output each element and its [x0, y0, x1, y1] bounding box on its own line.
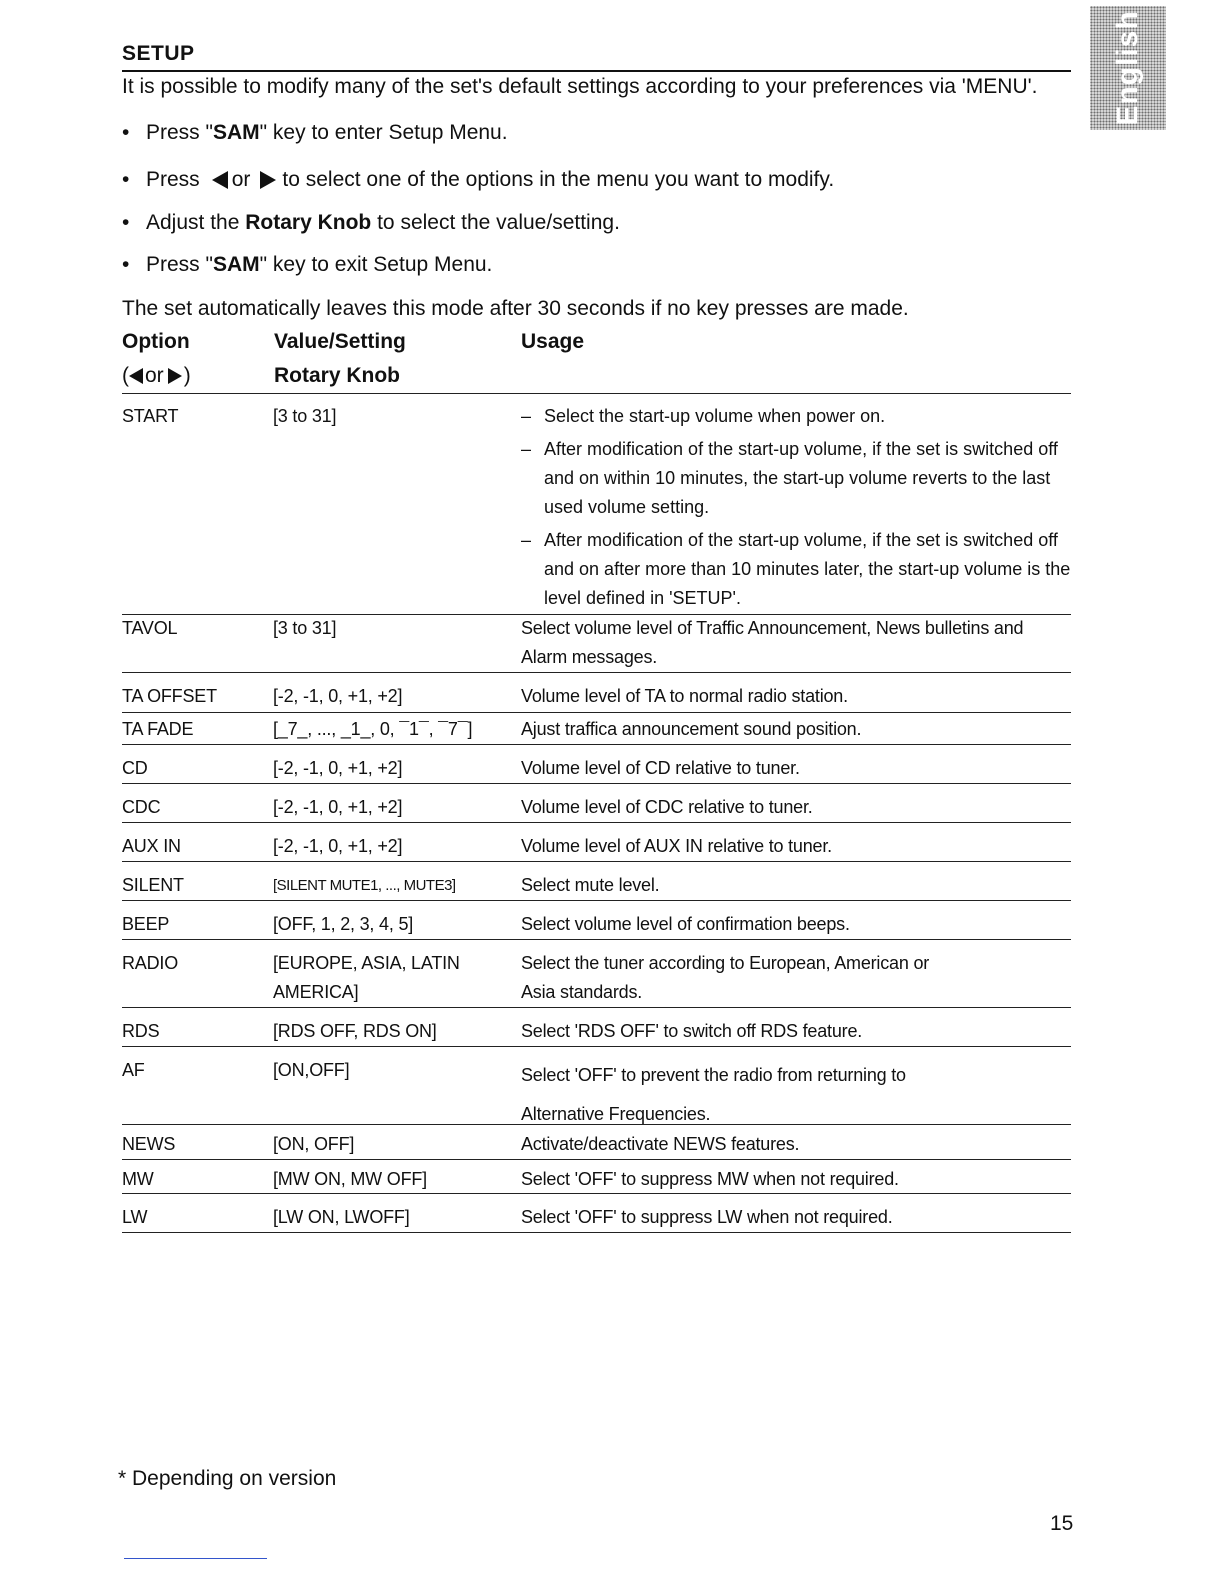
- value-cell: [SILENT MUTE1, ..., MUTE3]: [273, 877, 456, 894]
- option-cell: BEEP: [122, 914, 170, 934]
- value-cell: [-2, -1, 0, +1, +2]: [273, 686, 403, 706]
- title-divider: [122, 70, 1071, 72]
- row-divider: [122, 783, 1071, 784]
- header-usage: Usage: [521, 330, 585, 353]
- instruction-item: • Press " SAM " key to exit Setup Menu.: [122, 253, 493, 276]
- usage-item: – Select the start-up volume when power on.: [521, 406, 886, 426]
- row-divider: [122, 1046, 1071, 1047]
- usage-cell: Select mute level.: [521, 875, 660, 895]
- value-cell: [_7_, ..., _1_, 0, ¯1¯, ¯7¯]: [273, 719, 473, 739]
- usage-cell: Select volume level of confirmation beeps.: [521, 914, 850, 934]
- table-header-rule: [122, 393, 1071, 394]
- option-cell: START: [122, 406, 179, 426]
- value-cell: [EUROPE, ASIA, LATIN AMERICA]: [273, 953, 460, 1002]
- option-cell: AF: [122, 1060, 145, 1080]
- row-divider: [122, 1124, 1071, 1125]
- option-cell: TAVOL: [122, 618, 178, 638]
- row-divider: [122, 939, 1071, 940]
- value-cell: [RDS OFF, RDS ON]: [273, 1021, 437, 1041]
- header-option-keys: ( or ): [122, 364, 191, 387]
- usage-cell: Select 'OFF' to suppress MW when not required.: [521, 1169, 899, 1189]
- usage-cell: Select 'OFF' to prevent the radio from returning to Alternative Frequencies.: [521, 1065, 906, 1124]
- value-cell: [LW ON, LWOFF]: [273, 1207, 410, 1227]
- option-cell: NEWS: [122, 1134, 176, 1154]
- option-cell: SILENT: [122, 875, 184, 895]
- right-arrow-icon: [168, 368, 182, 384]
- usage-cell: Activate/deactivate NEWS features.: [521, 1134, 800, 1154]
- value-cell: [-2, -1, 0, +1, +2]: [273, 797, 403, 817]
- value-cell: [-2, -1, 0, +1, +2]: [273, 836, 403, 856]
- row-divider: [122, 900, 1071, 901]
- row-divider: [122, 712, 1071, 713]
- bottom-rule: [124, 1558, 267, 1559]
- option-cell: RDS: [122, 1021, 160, 1041]
- usage-cell: Select volume level of Traffic Announcement, News bulletins and Alarm messages.: [521, 618, 1024, 667]
- row-divider: [122, 672, 1071, 673]
- footnote: * Depending on version: [118, 1467, 337, 1490]
- value-cell: [3 to 31]: [273, 406, 337, 426]
- usage-cell: Volume level of CDC relative to tuner.: [521, 797, 813, 817]
- usage-cell: Volume level of CD relative to tuner.: [521, 758, 800, 778]
- usage-cell: Volume level of AUX IN relative to tuner.: [521, 836, 832, 856]
- value-cell: [-2, -1, 0, +1, +2]: [273, 758, 403, 778]
- usage-item: – After modification of the start-up volume, if the set is switched off and on within 10 minutes, the start-up volume reverts to the last used volume setting.: [521, 439, 1058, 517]
- instruction-item: • Adjust the Rotary Knob to select the value/setting.: [122, 211, 620, 234]
- row-divider: [122, 744, 1071, 745]
- usage-cell: Select 'RDS OFF' to switch off RDS feature.: [521, 1021, 863, 1041]
- language-tab-label: English: [1111, 10, 1144, 126]
- row-divider: [122, 861, 1071, 862]
- option-cell: CDC: [122, 797, 161, 817]
- value-cell: [MW ON, MW OFF]: [273, 1169, 427, 1189]
- row-divider: [122, 1193, 1071, 1194]
- value-cell: [ON,OFF]: [273, 1060, 350, 1080]
- page-number: 15: [1050, 1512, 1074, 1535]
- header-value-sub: Rotary Knob: [274, 364, 400, 387]
- language-tab: [1090, 6, 1166, 130]
- instruction-item: • Press " SAM " key to enter Setup Menu.: [122, 121, 508, 144]
- auto-exit-note: The set automatically leaves this mode after 30 seconds if no key presses are made.: [122, 297, 909, 320]
- value-cell: [ON, OFF]: [273, 1134, 355, 1154]
- instruction-item: • Press or to select one of the options in the menu you want to modify.: [122, 168, 835, 191]
- option-cell: TA OFFSET: [122, 686, 217, 706]
- option-cell: AUX IN: [122, 836, 181, 856]
- usage-cell: Select 'OFF' to suppress LW when not required.: [521, 1207, 893, 1227]
- usage-cell: Ajust traffica announcement sound position.: [521, 719, 862, 739]
- option-cell: CD: [122, 758, 148, 778]
- section-intro: It is possible to modify many of the set's default settings according to your preferences via 'MENU'.: [122, 75, 1038, 98]
- header-option: Option: [122, 330, 190, 353]
- usage-cell: Volume level of TA to normal radio station.: [521, 686, 848, 706]
- usage-item: – After modification of the start-up volume, if the set is switched off and on after more than 10 minutes later, the start-up volume is the level defined in 'SETUP'.: [521, 530, 1071, 608]
- value-cell: [OFF, 1, 2, 3, 4, 5]: [273, 914, 414, 934]
- row-divider: [122, 1007, 1071, 1008]
- option-cell: LW: [122, 1207, 148, 1227]
- usage-cell: Select the tuner according to European, American or Asia standards.: [521, 953, 930, 1002]
- option-cell: TA FADE: [122, 719, 194, 739]
- row-divider: [122, 1232, 1071, 1233]
- option-cell: RADIO: [122, 953, 179, 973]
- right-arrow-icon: [260, 171, 276, 189]
- option-cell: MW: [122, 1169, 154, 1189]
- row-divider: [122, 822, 1071, 823]
- left-arrow-icon: [129, 368, 143, 384]
- header-value: Value/Setting: [274, 330, 406, 353]
- row-divider: [122, 1159, 1071, 1160]
- section-title: SETUP: [122, 42, 195, 65]
- left-arrow-icon: [212, 171, 228, 189]
- value-cell: [3 to 31]: [273, 618, 337, 638]
